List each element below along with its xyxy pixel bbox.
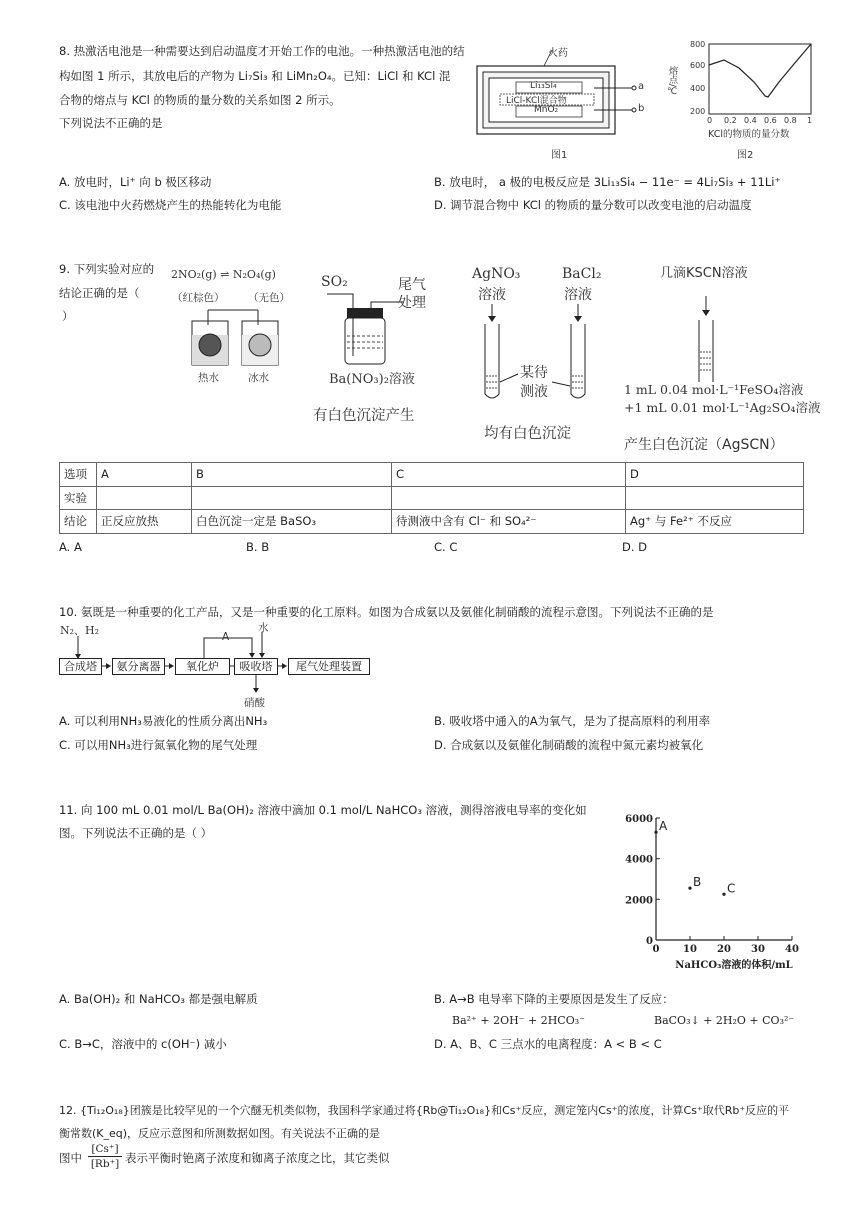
chart-point-label-a: A xyxy=(659,819,668,834)
fig2-xtick-1: 1 xyxy=(807,116,813,125)
q10-option-c[interactable]: C. 可以用NH₃进行氮氧化物的尾气处理 xyxy=(59,738,258,752)
fig1-terminal-a: a xyxy=(638,81,645,92)
q8-option-a[interactable]: A. 放电时，Li⁺ 向 b 极区移动 xyxy=(59,175,212,189)
q9c-sample2: 测液 xyxy=(520,384,548,400)
q9-image-c xyxy=(466,262,616,442)
q8-option-c[interactable]: C. 该电池中火药燃烧产生的热能转化为电能 xyxy=(59,198,282,212)
fig2-xtick-0: 0 xyxy=(707,116,713,125)
chart-x-tick-label: 40 xyxy=(785,944,799,955)
q11-option-b-eq-right: BaCO₃↓ + 2H₂O + CO₃²⁻ xyxy=(654,1014,795,1027)
fig1-caption: 图1 xyxy=(551,150,568,161)
fig2-ytick-600: 600 xyxy=(690,61,706,70)
fig2-ytick-400: 400 xyxy=(690,84,706,93)
chart-x-axis-title: NaHCO₃溶液的体积/mL xyxy=(675,960,793,971)
q8-stem-line1: 8. 热激活电池是一种需要达到启动温度才开始工作的电池。一种热激活电池的结 xyxy=(59,44,465,58)
q9-options-table xyxy=(59,462,804,534)
chart-y-tick-label: 2000 xyxy=(625,895,653,907)
table-row xyxy=(60,486,804,510)
q10-stem: 10. 氨既是一种重要的化工产品，又是一种重要的化工原料。如图为合成氨以及氨催化制硝酸的流程示意图。下列说法不正确的是 xyxy=(59,605,714,619)
chart-point-b xyxy=(688,887,691,890)
q9b-tail: 尾气 xyxy=(398,277,426,293)
q9d-result: 产生白色沉淀（AgSCN） xyxy=(624,437,784,453)
fig1-powder-label: 火药 xyxy=(548,48,568,59)
q8-option-d[interactable]: D. 调节混合物中 KCl 的物质的量分数可以改变电池的启动温度 xyxy=(434,198,752,212)
q9-stem-line3: ） xyxy=(62,309,74,323)
q10-node-oxidation-furnace: 氧化炉 xyxy=(175,658,230,675)
table-header-d: D xyxy=(626,463,804,487)
q9-image-a xyxy=(168,262,308,392)
q9a-hot-water: 热水 xyxy=(198,372,219,384)
q10-input-label: N₂、H₂ xyxy=(60,624,100,637)
table-cell-conclusion-c: 待测液中含有 Cl⁻ 和 SO₄²⁻ xyxy=(392,510,626,534)
q9c-reagent1b: 溶液 xyxy=(478,287,506,303)
q9b-solution: Ba(NO₃)₂溶液 xyxy=(329,372,415,387)
q11-option-b-eq-left: Ba²⁺ + 2OH⁻ + 2HCO₃⁻ xyxy=(452,1014,585,1027)
chart-point-c xyxy=(722,893,725,896)
table-cell xyxy=(97,486,192,510)
fig2-ytick-200: 200 xyxy=(690,107,706,116)
q10-node-ammonia-separator: 氨分离器 xyxy=(112,658,165,675)
q12-stem-line3-prefix: 图中 xyxy=(59,1151,82,1165)
q9-image-d xyxy=(622,262,822,452)
q10-node-synthesis-tower: 合成塔 xyxy=(59,658,102,675)
q10-option-d[interactable]: D. 合成氨以及氨催化制硝酸的流程中氮元素均被氧化 xyxy=(434,738,704,752)
q10-node-tail-gas-unit: 尾气处理装置 xyxy=(288,658,370,675)
q11-stem-line1: 11. 向 100 mL 0.01 mol/L Ba(OH)₂ 溶液中滴加 0.1 mol/L NaHCO₃ 溶液，测得溶液电导率的变化如 xyxy=(59,803,587,817)
q10-label-nitric-acid: 硝酸 xyxy=(244,697,265,709)
chart-x-tick-label: 0 xyxy=(652,944,660,955)
fig1-terminal-b: b xyxy=(638,103,645,114)
fig2-ytick-800: 800 xyxy=(690,40,706,49)
fig2-xlabel: KCl的物质的量分数 xyxy=(708,129,790,140)
table-header-c: C xyxy=(392,463,626,487)
q10-label-water: 水 xyxy=(258,622,269,634)
table-row-label-experiment: 实验 xyxy=(60,486,97,510)
q9b-result: 有白色沉淀产生 xyxy=(313,408,415,424)
q11-chart-svg xyxy=(620,808,810,978)
chart-x-tick-label: 20 xyxy=(717,944,731,955)
fig1-layer-cathode: MnO₂ xyxy=(534,105,559,115)
q8-figure2 xyxy=(664,38,824,162)
chart-y-tick-label: 4000 xyxy=(625,854,653,866)
q8-stem-line2: 构如图 1 所示，其放电后的产物为 Li₇Si₃ 和 LiMn₂O₄。已知：LiCl 和 KCl 混 xyxy=(59,69,451,83)
q10-option-a[interactable]: A. 可以利用NH₃易液化的性质分离出NH₃ xyxy=(59,714,268,728)
q12-stem-line3-suffix: 表示平衡时铯离子浓度和铷离子浓度之比，其它类似 xyxy=(125,1151,390,1165)
chart-x-tick-label: 10 xyxy=(683,944,697,955)
q8-stem-line3: 合物的熔点与 KCl 的物质的量分数的关系如图 2 所示。 xyxy=(59,93,341,107)
q8-option-b[interactable]: B. 放电时， a 极的电极反应是 3Li₁₃Si₄ − 11e⁻ = 4Li₇Si₃ + 11Li⁺ xyxy=(434,175,781,189)
table-row-label-conclusion: 结论 xyxy=(60,510,97,534)
q9a-ice-water: 冰水 xyxy=(248,372,269,384)
q10-label-a: A xyxy=(222,631,230,643)
q9c-reagent1: AgNO₃ xyxy=(472,266,521,282)
q9d-line1: 1 mL 0.04 mol·L⁻¹FeSO₄溶液 xyxy=(624,382,804,397)
q10-option-b[interactable]: B. 吸收塔中通入的A为氧气，是为了提高原料的利用率 xyxy=(434,714,711,728)
fig2-xtick-04: 0.4 xyxy=(744,116,757,125)
q12-fraction-denominator: [Rb⁺] xyxy=(90,1158,120,1170)
chart-point-a xyxy=(654,831,657,834)
q9b-tail2: 处理 xyxy=(398,295,426,311)
chart-point-label-b: B xyxy=(693,875,702,890)
q11-option-a[interactable]: A. Ba(OH)₂ 和 NaHCO₃ 都是强电解质 xyxy=(59,992,258,1006)
fig1-layer-anode: Li₁₃Si₄ xyxy=(530,81,557,91)
q9d-line2: +1 mL 0.01 mol·L⁻¹Ag₂SO₄溶液 xyxy=(624,400,821,415)
q9d-title: 几滴KSCN溶液 xyxy=(660,266,748,281)
q9b-gas: SO₂ xyxy=(321,274,348,290)
table-cell xyxy=(192,486,392,510)
q11-option-d[interactable]: D. A、B、C 三点水的电离程度：A < B < C xyxy=(434,1037,662,1051)
chart-x-tick-label: 30 xyxy=(751,944,765,955)
table-cell-conclusion-b: 白色沉淀一定是 BaSO₃ xyxy=(192,510,392,534)
table-header-a: A xyxy=(97,463,192,487)
q9a-reaction: 2NO₂(g) ⇌ N₂O₄(g) xyxy=(171,268,276,281)
q12-fraction-numerator: [Cs⁺] xyxy=(88,1143,122,1157)
q9c-sample1: 某待 xyxy=(520,365,548,381)
fig2-caption: 图2 xyxy=(737,150,754,161)
table-cell-conclusion-a: 正反应放热 xyxy=(97,510,192,534)
q9-image-b xyxy=(313,268,453,428)
fig2-xtick-06: 0.6 xyxy=(764,116,777,125)
q8-stem-line4: 下列说法不正确的是 xyxy=(59,116,163,130)
q9c-reagent2: BaCl₂ xyxy=(562,266,602,282)
fig1-layer-electrolyte: LiCl-KCl混合物 xyxy=(506,96,567,106)
table-cell xyxy=(392,486,626,510)
q9c-reagent2b: 溶液 xyxy=(564,287,592,303)
q11-option-b[interactable]: B. A→B 电导率下降的主要原因是发生了反应： xyxy=(434,992,674,1006)
q11-stem-line2: 图。下列说法不正确的是（ ） xyxy=(59,826,213,840)
q9-option-b[interactable]: B. B xyxy=(246,540,270,554)
q9c-result: 均有白色沉淀 xyxy=(484,426,571,442)
table-row xyxy=(60,463,804,487)
chart-y-tick-label: 6000 xyxy=(625,814,653,825)
q12-fraction xyxy=(88,1143,122,1170)
q10-node-absorption-tower: 吸收塔 xyxy=(234,658,278,675)
q9-stem-line2: 结论正确的是（ xyxy=(59,286,140,300)
q9-option-a[interactable]: A. A xyxy=(59,540,82,554)
q12-stem-line1: 12. {Ti₁₂O₁₈}团簇是比较罕见的一个穴醚无机类似物，我国科学家通过将{Rb@Ti₁₂O₁₈}和Cs⁺反应，测定笼内Cs⁺的浓度，计算Cs⁺取代Rb⁺反应的平 xyxy=(59,1104,790,1117)
q9-option-d[interactable]: D. D xyxy=(622,540,648,554)
q11-option-c[interactable]: C. B→C，溶液中的 c(OH⁻) 减小 xyxy=(59,1037,227,1051)
fig2-xtick-02: 0.2 xyxy=(724,116,737,125)
q8-figure1 xyxy=(474,44,644,162)
q11-conductivity-chart xyxy=(620,808,810,978)
fig2-ylabel: 熔点/℃ xyxy=(667,66,677,98)
table-header-option: 选项 xyxy=(60,463,97,487)
q9-option-c[interactable]: C. C xyxy=(434,540,458,554)
table-header-b: B xyxy=(192,463,392,487)
q9a-left-color: （红棕色） xyxy=(172,292,225,304)
table-cell-conclusion-d: Ag⁺ 与 Fe²⁺ 不反应 xyxy=(626,510,804,534)
q12-stem-line2: 衡常数(K_eq)，反应示意图和所测数据如图。有关说法不正确的是 xyxy=(59,1127,381,1140)
table-cell xyxy=(626,486,804,510)
q9a-right-color: （无色） xyxy=(248,292,290,304)
q10-flowchart xyxy=(56,620,376,710)
fig2-xtick-08: 0.8 xyxy=(784,116,797,125)
table-row xyxy=(60,510,804,534)
q9-stem-line1: 9. 下列实验对应的 xyxy=(59,262,155,276)
chart-point-label-c: C xyxy=(727,881,736,896)
chart-y-tick-label: 0 xyxy=(646,936,653,947)
